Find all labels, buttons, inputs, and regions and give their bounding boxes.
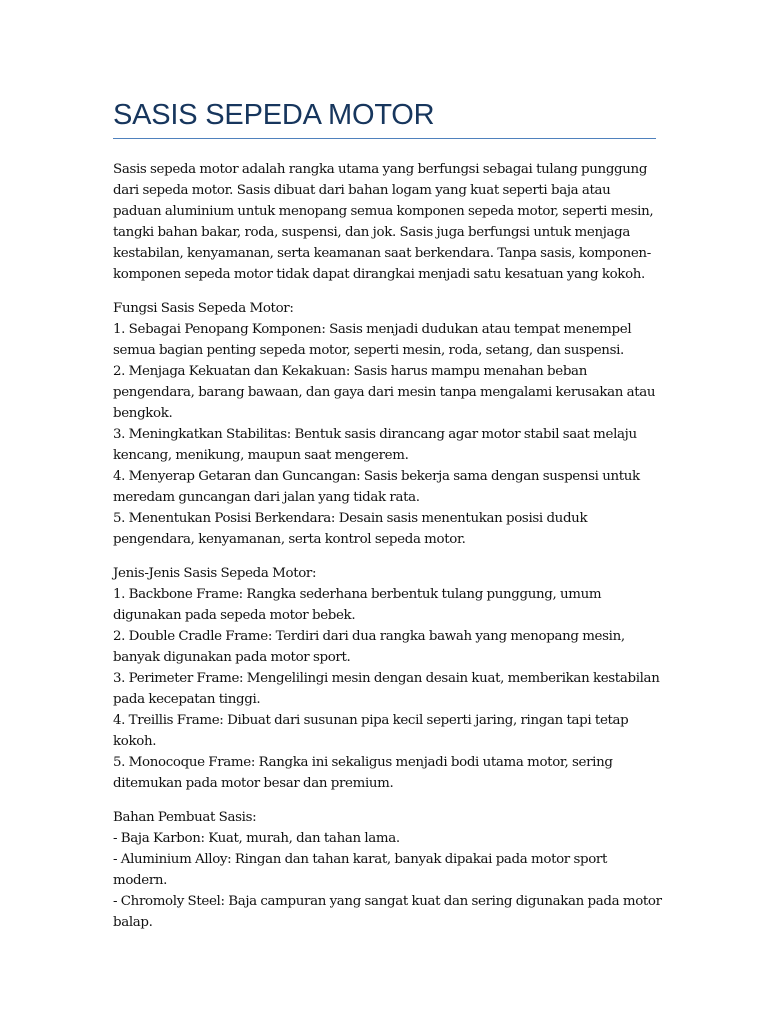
section-line: 5. Menentukan Posisi Berkendara: Desain sasis menentukan posisi duduk	[113, 511, 588, 526]
document-body	[113, 159, 662, 933]
intro-line: dari sepeda motor. Sasis dibuat dari bahan logam yang kuat seperti baja atau	[113, 183, 611, 198]
section-fungsi-sasis	[113, 298, 656, 550]
section-line: balap.	[113, 915, 153, 930]
section-line: banyak digunakan pada motor sport.	[113, 650, 351, 665]
intro-line: Sasis sepeda motor adalah rangka utama yang berfungsi sebagai tulang punggung	[113, 162, 648, 177]
section-line: 3. Meningkatkan Stabilitas: Bentuk sasis dirancang agar motor stabil saat melaju	[113, 427, 637, 442]
section-line: pengendara, barang bawaan, dan gaya dari mesin tanpa mengalami kerusakan atau	[113, 385, 656, 400]
section-line: bengkok.	[113, 406, 173, 421]
document-page	[113, 96, 662, 933]
section-line: 1. Sebagai Penopang Komponen: Sasis menjadi dudukan atau tempat menempel	[113, 322, 632, 337]
intro-paragraph	[113, 159, 656, 285]
section-bahan-sasis	[113, 807, 662, 933]
section-line: 4. Treillis Frame: Dibuat dari susunan pipa kecil seperti jaring, ringan tapi tetap	[113, 713, 629, 728]
section-line: semua bagian penting sepeda motor, seperti mesin, roda, setang, dan suspensi.	[113, 343, 624, 358]
section-line: 4. Menyerap Getaran dan Guncangan: Sasis bekerja sama dengan suspensi untuk	[113, 469, 640, 484]
section-line: 1. Backbone Frame: Rangka sederhana berbentuk tulang punggung, umum	[113, 587, 602, 602]
intro-line: komponen sepeda motor tidak dapat dirangkai menjadi satu kesatuan yang kokoh.	[113, 267, 645, 282]
intro-line: paduan aluminium untuk menopang semua komponen sepeda motor, seperti mesin,	[113, 204, 654, 219]
section-line: kokoh.	[113, 734, 157, 749]
intro-line: kestabilan, kenyamanan, serta keamanan saat berkendara. Tanpa sasis, komponen-	[113, 246, 651, 261]
page-title: SASIS SEPEDA MOTOR	[113, 96, 656, 139]
section-line: 3. Perimeter Frame: Mengelilingi mesin dengan desain kuat, memberikan kestabilan	[113, 671, 660, 686]
section-line: digunakan pada sepeda motor bebek.	[113, 608, 356, 623]
section-line: pengendara, kenyamanan, serta kontrol sepeda motor.	[113, 532, 466, 547]
section-line: 5. Monocoque Frame: Rangka ini sekaligus menjadi bodi utama motor, sering	[113, 755, 613, 770]
section-line: ditemukan pada motor besar dan premium.	[113, 776, 394, 791]
section-heading: Fungsi Sasis Sepeda Motor:	[113, 301, 294, 316]
section-line: meredam guncangan dari jalan yang tidak rata.	[113, 490, 420, 505]
section-line: kencang, menikung, maupun saat mengerem.	[113, 448, 409, 463]
section-line: - Baja Karbon: Kuat, murah, dan tahan lama.	[113, 831, 400, 846]
section-jenis-sasis	[113, 563, 660, 794]
section-line: - Chromoly Steel: Baja campuran yang sangat kuat dan sering digunakan pada motor	[113, 894, 662, 909]
section-heading: Bahan Pembuat Sasis:	[113, 810, 257, 825]
intro-line: tangki bahan bakar, roda, suspensi, dan jok. Sasis juga berfungsi untuk menjaga	[113, 225, 631, 240]
section-line: 2. Menjaga Kekuatan dan Kekakuan: Sasis harus mampu menahan beban	[113, 364, 587, 379]
section-line: modern.	[113, 873, 168, 888]
section-line: 2. Double Cradle Frame: Terdiri dari dua rangka bawah yang menopang mesin,	[113, 629, 625, 644]
section-line: pada kecepatan tinggi.	[113, 692, 261, 707]
section-heading: Jenis-Jenis Sasis Sepeda Motor:	[113, 566, 317, 581]
section-line: - Aluminium Alloy: Ringan dan tahan karat, banyak dipakai pada motor sport	[113, 852, 608, 867]
